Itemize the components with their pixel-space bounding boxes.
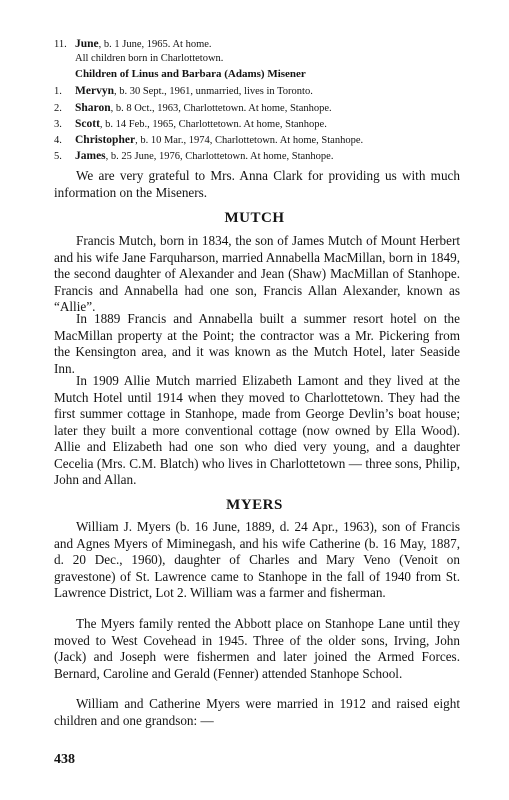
list-item-name: Christopher [75,134,136,146]
section-title-mutch: MUTCH [224,210,285,226]
list-item-number: 1. [54,86,62,97]
myers-paragraph: William J. Myers (b. 16 June, 1889, d. 24 Apr., 1963), son of Francis and Agnes Myers of Miminegash, and his wife Catherine (b. 16 May, 1887, d. 20 Dec., 1960), daughter of Charles and Mary Veno (Venoit on gravestone) of St. Lawrence came to Stanhope in the fall of 1940 from St. Lawrence District, Lot 2. William was a farmer and fisherman. [54,519,460,600]
list-note: All children born in Charlottetown. [75,53,224,64]
list-item-name: June [75,38,99,50]
page-number: 438 [54,752,75,767]
list-item-number: 11. [54,39,67,50]
mutch-paragraph: In 1909 Allie Mutch married Elizabeth Lamont and they lived at the Mutch Hotel until 1914 when they moved to Charlottetown. They had the first summer cottage in Stanhope, made from George Devlin’s boat house; later they built a more conventional cottage (now owned by Ella Wood). Allie and Elizabeth had one son who died very young, and a daughter Cecelia (Mrs. C.M. Blatch) who lives in Charlottetown — three sons, Philip, John and Allan. [54,373,460,487]
thanks-paragraph: We are very grateful to Mrs. Anna Clark for providing us with much information on the Miseners. [54,168,460,200]
list-item-name: Sharon [75,102,111,114]
mutch-paragraph: In 1889 Francis and Annabella built a summer resort hotel on the MacMillan property at the Point; the contractor was a Mr. Pickering from the Kensington area, and it was known as the Mutch Hotel, later Seaside Inn. [54,311,460,376]
list-item-detail: , b. 30 Sept., 1961, unmarried, lives in Toronto. [113,86,313,97]
section-title-myers: MYERS [226,497,283,513]
list-item-name: Mervyn [75,85,114,97]
list-item-detail: , b. 14 Feb., 1965, Charlottetown. At home, Stanhope. [99,119,327,130]
myers-paragraph: The Myers family rented the Abbott place on Stanhope Lane until they moved to West Covehead in 1945. Three of the older sons, Irving, John (Jack) and Joseph were fishermen and later joined the Armed Forces. Bernard, Caroline and Gerald (Fenner) attended Stanhope School. [54,616,460,681]
list-item-number: 2. [54,103,62,114]
list-item-number: 4. [54,135,62,146]
list-item-detail: , b. 10 Mar., 1974, Charlottetown. At home, Stanhope. [135,135,364,146]
list-item-number: 3. [54,119,62,130]
children-heading: Children of Linus and Barbara (Adams) Misener [75,68,306,80]
list-item-detail: , b. 8 Oct., 1963, Charlottetown. At home, Stanhope. [110,103,332,114]
myers-paragraph: William and Catherine Myers were married in 1912 and raised eight children and one grandson: — [54,696,460,728]
list-item-detail: , b. 1 June, 1965. At home. [98,39,212,50]
list-item-name: Scott [75,118,100,130]
list-item-detail: , b. 25 June, 1976, Charlottetown. At home, Stanhope. [105,151,334,162]
mutch-paragraph: Francis Mutch, born in 1834, the son of James Mutch of Mount Herbert and his wife Jane Farquharson, married Annabella MacMillan, born in 1849, the second daughter of Alexander and Jean (Shaw) MacMillan of Stanhope. Francis and Annabella had one son, Francis Allan Alexander, known as “Allie”. [54,233,460,314]
list-item-name: James [75,150,106,162]
list-item-number: 5. [54,151,62,162]
